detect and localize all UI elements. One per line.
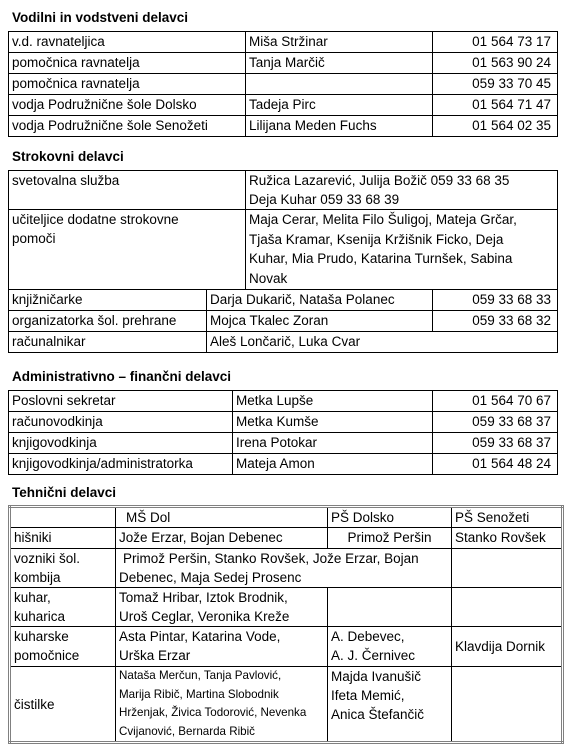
senozeti-cell	[452, 667, 563, 743]
table-row	[9, 311, 558, 332]
dod-line-1: Maja Cerar, Melita Filo Šuligoj, Mateja Grčar,	[249, 212, 517, 227]
table-row	[10, 627, 563, 667]
table-row	[9, 53, 558, 74]
cistilke-dol-line-2: Marija Ribič, Martina Slobodnik	[119, 687, 279, 701]
cistilke-dol-line-1: Nataša Merčun, Tanja Pavlović,	[119, 669, 282, 682]
role-line-1: kuhar,	[14, 590, 51, 605]
role-cell: knjižničarke	[9, 290, 207, 311]
table-strokovni	[8, 170, 558, 353]
cistilke-dol-line-4: Cvijanović, Bernarda Ribič	[119, 724, 255, 738]
section-title-vodilni: Vodilni in vodstveni delavci	[12, 10, 189, 25]
svet-line-2: Deja Kuhar 059 33 68 39	[249, 192, 400, 207]
table-tehnicni	[8, 505, 564, 744]
table-row	[9, 454, 558, 475]
table-row	[9, 95, 558, 116]
table-row	[9, 290, 558, 311]
dod-role-line-1: učiteljice dodatne strokovne	[12, 212, 179, 227]
table-row	[9, 74, 558, 95]
table-vodilni	[8, 31, 558, 137]
name-cell	[246, 171, 558, 210]
senozeti-cell: Stanko Rovšek	[452, 528, 563, 549]
vozniki-line-1: Primož Peršin, Stanko Rovšek, Jože Erzar, Bojan	[123, 551, 419, 566]
name-cell: Tadeja Pirc	[246, 95, 433, 116]
role-cell: Poslovni sekretar	[9, 391, 233, 412]
dod-line-2: Tjaša Kramar, Ksenija Kržišnik Ficko, Deja	[249, 231, 504, 247]
name-cell: Darja Dukarič, Nataša Polanec	[207, 290, 433, 311]
cistilke-dol-line-3: Hrženjak, Živica Todorović, Nevenka	[119, 706, 307, 720]
table-header-row	[10, 507, 563, 528]
section-title-administrativno: Administrativno – finančni delavci	[12, 369, 232, 384]
dod-line-3: Kuhar, Mia Prudo, Katarina Turnšek, Sabina	[249, 251, 513, 266]
dol-cell: Jože Erzar, Bojan Debenec	[116, 528, 328, 549]
role-cell: knjigovodkinja/administratorka	[9, 454, 233, 475]
phone-cell: 01 564 48 24	[433, 454, 558, 475]
role-line-2: pomočnice	[14, 648, 80, 663]
role-cell	[9, 210, 246, 290]
role-cell	[10, 549, 116, 588]
name-cell: Miša Stržinar	[246, 32, 433, 53]
phone-cell: 01 563 90 24	[433, 53, 558, 74]
name-cell: Tanja Marčič	[246, 53, 433, 74]
name-cell: Aleš Lončarič, Luka Cvar	[207, 332, 558, 353]
kuharske-dol-line-1: Asta Pintar, Katarina Vode,	[119, 629, 281, 644]
name-cell	[246, 74, 433, 95]
table-row	[9, 412, 558, 433]
role-cell: pomočnica ravnatelja	[9, 53, 246, 74]
dolsko-cell	[328, 588, 452, 627]
role-cell: vodja Podružnične šole Senožeti	[9, 116, 246, 137]
table-row	[9, 171, 558, 210]
header-cell-empty	[10, 507, 116, 528]
vozniki-line-2: Debenec, Maja Sedej Prosenc	[119, 570, 302, 585]
name-cell: Irena Potokar	[233, 433, 433, 454]
table-row	[10, 588, 563, 627]
cistilke-dolsko-line-2: Ifeta Memić,	[331, 688, 405, 703]
role-cell: hišniki	[10, 528, 116, 549]
dod-line-4: Novak	[249, 270, 288, 286]
table-row	[10, 528, 563, 549]
role-line-1: vozniki šol.	[14, 551, 81, 566]
name-cell: Metka Kumše	[233, 412, 433, 433]
table-row	[9, 116, 558, 137]
phone-cell: 059 33 68 37	[433, 433, 558, 454]
dolsko-cell	[328, 627, 452, 667]
header-cell-ms-dol: MŠ Dol	[116, 507, 328, 528]
role-line-2: kuharica	[14, 609, 66, 624]
header-cell-ps-senozeti: PŠ Senožeti	[452, 507, 563, 528]
table-row	[9, 32, 558, 53]
cistilke-dolsko-line-3: Anica Štefančič	[331, 707, 425, 722]
section-title-strokovni: Strokovni delavci	[12, 149, 124, 164]
role-cell: vodja Podružnične šole Dolsko	[9, 95, 246, 116]
senozeti-cell: Klavdija Dornik	[452, 627, 563, 667]
phone-cell: 059 33 68 33	[433, 290, 558, 311]
kuharske-dol-line-2: Urška Erzar	[119, 648, 191, 663]
dol-cell	[116, 549, 452, 588]
svet-line-1: Ružica Lazarević, Julija Božič 059 33 68 35	[249, 173, 510, 188]
kuharske-dolsko-line-2: A. J. Černivec	[331, 648, 416, 663]
table-row	[9, 391, 558, 412]
phone-cell: 01 564 70 67	[433, 391, 558, 412]
role-cell	[10, 627, 116, 667]
name-cell	[246, 210, 558, 290]
table-row	[9, 332, 558, 353]
phone-cell: 01 564 71 47	[433, 95, 558, 116]
phone-cell: 059 33 70 45	[433, 74, 558, 95]
phone-cell: 01 564 73 17	[433, 32, 558, 53]
header-cell-ps-dolsko: PŠ Dolsko	[328, 507, 452, 528]
dol-cell	[116, 588, 328, 627]
role-cell: pomočnica ravnatelja	[9, 74, 246, 95]
name-cell: Mojca Tkalec Zoran	[207, 311, 433, 332]
role-cell: računovodkinja	[9, 412, 233, 433]
phone-cell: 059 33 68 37	[433, 412, 558, 433]
kuhar-line-2: Uroš Ceglar, Veronika Kreže	[119, 609, 290, 624]
dod-role-line-2: pomoči	[12, 231, 56, 246]
role-cell: knjigovodkinja	[9, 433, 233, 454]
senozeti-cell	[452, 588, 563, 627]
role-cell	[10, 588, 116, 627]
role-line-2: kombija	[14, 570, 61, 585]
section-title-tehnicni: Tehnični delavci	[12, 485, 117, 500]
role-cell: v.d. ravnateljica	[9, 32, 246, 53]
dolsko-cell	[328, 667, 452, 743]
name-cell: Mateja Amon	[233, 454, 433, 475]
table-row	[9, 433, 558, 454]
table-row	[9, 210, 558, 290]
name-cell: Metka Lupše	[233, 391, 433, 412]
phone-cell: 059 33 68 32	[433, 311, 558, 332]
role-cell: svetovalna služba	[9, 171, 246, 210]
dol-cell	[116, 627, 328, 667]
name-cell: Lilijana Meden Fuchs	[246, 116, 433, 137]
role-cell: čistilke	[10, 667, 116, 743]
senozeti-cell	[452, 549, 563, 588]
role-line-1: kuharske	[14, 629, 69, 644]
table-row	[10, 549, 563, 588]
role-cell: organizatorka šol. prehrane	[9, 311, 207, 332]
dol-cell	[116, 667, 328, 743]
kuhar-line-1: Tomaž Hribar, Iztok Brodnik,	[119, 590, 288, 605]
phone-cell: 01 564 02 35	[433, 116, 558, 137]
table-row	[10, 667, 563, 743]
table-administrativno	[8, 390, 558, 475]
dolsko-cell: Primož Peršin	[328, 528, 452, 549]
kuharske-dolsko-line-1: A. Debevec,	[331, 629, 405, 644]
role-cell: računalnikar	[9, 332, 207, 353]
cistilke-dolsko-line-1: Majda Ivanušič	[331, 669, 422, 684]
